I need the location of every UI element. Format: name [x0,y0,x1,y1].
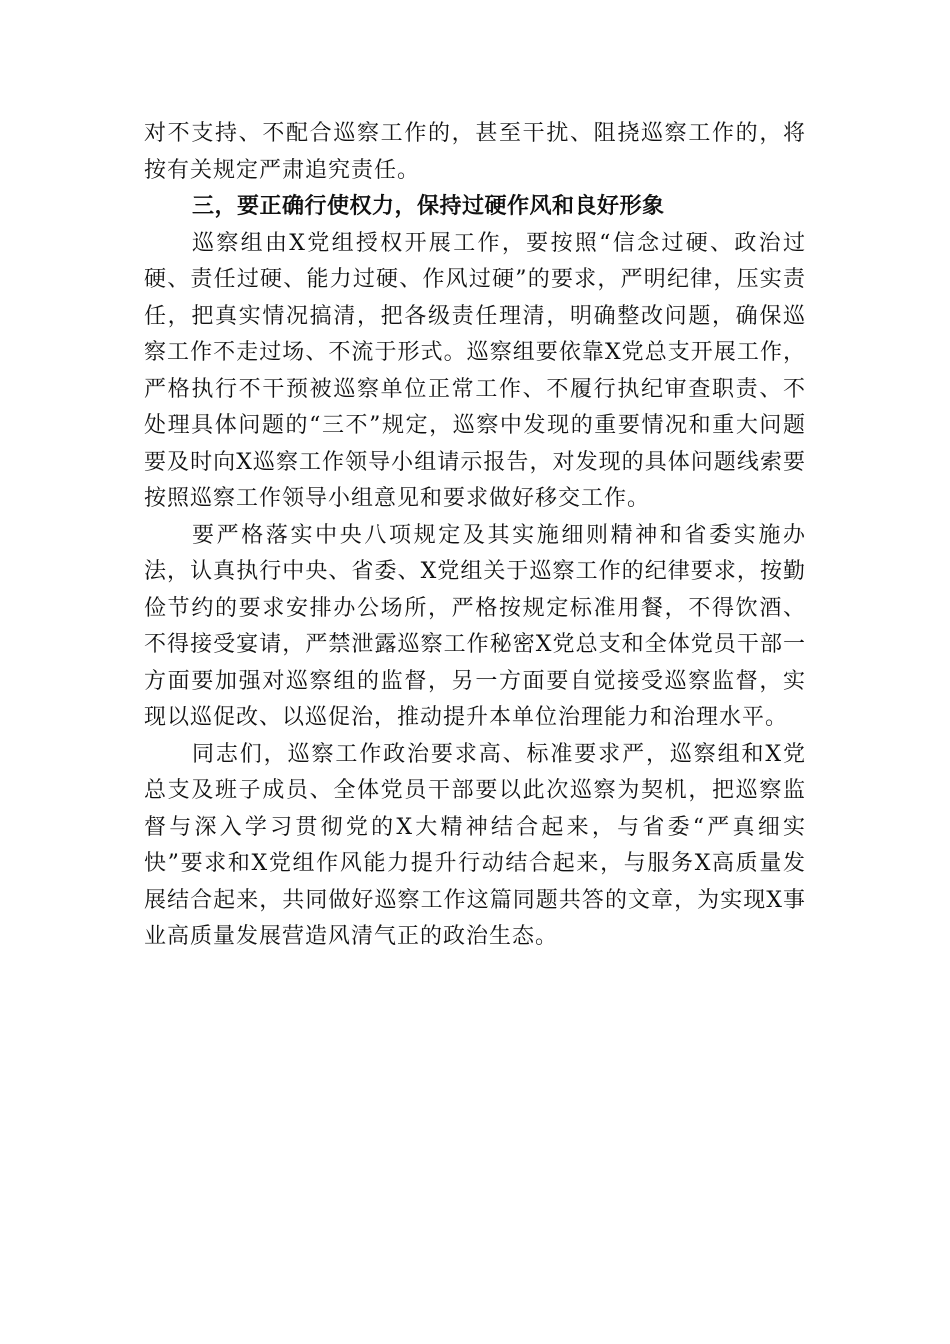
paragraph: 同志们，巡察工作政治要求高、标准要求严，巡察组和X党总支及班子成员、全体党员干部要以此次巡察为契机，把巡察监督与深入学习贯彻党的X大精神结合起来，与省委“严真细实快”要求和X党组作风能力提升行动结合起来，与服务X高质量发展结合起来，共同做好巡察工作这篇同题共答的文章，为实现X事业高质量发展营造风清气正的政治生态。 [144,741,806,949]
document-body [144,116,806,956]
paragraph-continuation: 对不支持、不配合巡察工作的，甚至干扰、阻挠巡察工作的，将按有关规定严肃追究责任。 [144,121,806,183]
section-heading: 三，要正确行使权力，保持过硬作风和良好形象 [192,194,665,219]
paragraph: 巡察组由X党组授权开展工作，要按照“信念过硬、政治过硬、责任过硬、能力过硬、作风过硬”的要求，严明纪律，压实责任，把真实情况搞清，把各级责任理清，明确整改问题，确保巡察工作不走过场、不流于形式。巡察组要依靠X党总支开展工作，严格执行不干预被巡察单位正常工作、不履行执纪审查职责、不处理具体问题的“三不”规定，巡察中发现的重要情况和重大问题要及时向X巡察工作领导小组请示报告，对发现的具体问题线索要按照巡察工作领导小组意见和要求做好移交工作。 [144,230,806,511]
paragraph: 要严格落实中央八项规定及其实施细则精神和省委实施办法，认真执行中央、省委、X党组关于巡察工作的纪律要求，按勤俭节约的要求安排办公场所，严格按规定标准用餐，不得饮酒、不得接受宴请，严禁泄露巡察工作秘密X党总支和全体党员干部一方面要加强对巡察组的监督，另一方面要自觉接受巡察监督，实现以巡促改、以巡促治，推动提升本单位治理能力和治理水平。 [144,522,806,730]
